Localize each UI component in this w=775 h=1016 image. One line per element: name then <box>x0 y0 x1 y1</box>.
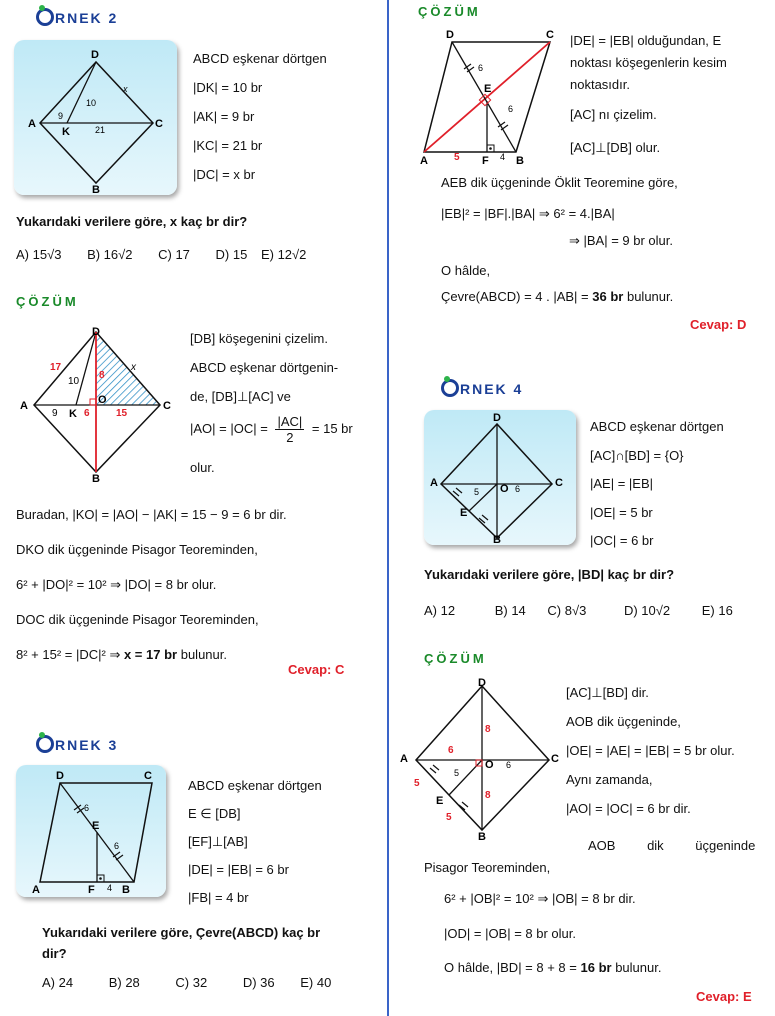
solution-4-text-right <box>566 678 735 823</box>
fig-label-ao: 6 <box>448 745 454 756</box>
fig-label-F: F <box>88 884 95 896</box>
fig-label-eb: 5 <box>446 812 452 823</box>
fraction: $\frac{|AC|}{2}$ <box>277 414 303 445</box>
fig-label-x: x <box>123 84 128 94</box>
solution-3-figure <box>416 26 566 166</box>
fig-label-C: C <box>546 29 554 41</box>
solution-line: AOB dik üçgeninde, <box>566 714 681 729</box>
fig-label-C: C <box>155 118 163 130</box>
solution-line: O hâlde, <box>441 263 491 278</box>
fig-label-oe: 5 <box>474 487 480 497</box>
option-e[interactable]: E) 16 <box>701 603 733 618</box>
solution-2-text-right <box>190 324 338 411</box>
fig-label-oc: 6 <box>515 484 521 494</box>
option-c[interactable]: C) 32 <box>175 975 208 990</box>
example-2-header: RNEK 2 <box>36 8 118 26</box>
answer-label: Cevap: D <box>690 317 747 332</box>
fig-label-fb: 4 <box>500 152 506 162</box>
solution-line: Buradan, |KO| = |AO| − |AK| = 15 − 9 = 6 br dir. <box>16 507 287 522</box>
o-logo-icon <box>36 8 54 26</box>
fig-label-B: B <box>478 831 486 841</box>
o-logo-icon <box>36 735 54 753</box>
solution-line: 8² + 15² = |DC|² ⇒ <box>16 647 121 662</box>
solution-3-header: ÇÖZÜM <box>418 4 481 19</box>
solution-line: |OD| = |OB| = 8 br olur. <box>444 926 577 941</box>
example-3-question: Yukarıdaki verilere göre, Çevre(ABCD) kaç br dir? <box>42 925 321 961</box>
o-logo-icon <box>441 379 459 397</box>
fig-label-8: 8 <box>99 370 105 381</box>
fig-label-oc: 6 <box>506 760 512 770</box>
fig-label-9: 9 <box>52 408 58 419</box>
fig-label-15: 15 <box>116 408 128 419</box>
solution-2-fraction-line: |AO| = |OC| = $\frac{|AC|}{2}$ = 15 br <box>190 414 353 445</box>
solution-line: |AO| = |OC| = <box>190 420 268 436</box>
fig-label-af: 5 <box>454 152 460 163</box>
given-line: |OE| = 5 br <box>590 504 653 520</box>
fig-label-O: O <box>500 483 509 495</box>
fig-label-eb: 6 <box>508 104 514 114</box>
example-4-figure <box>424 410 576 545</box>
fig-label-C: C <box>144 770 152 782</box>
fig-label-B: B <box>92 184 100 195</box>
fig-label-A: A <box>20 400 28 412</box>
given-line: |DK| = 10 br <box>193 80 263 95</box>
example-3-header: RNEK 3 <box>36 735 118 753</box>
fig-label-ae: 5 <box>414 778 420 789</box>
fig-label-D: D <box>446 29 454 41</box>
fig-label-O: O <box>98 394 107 406</box>
solution-line: Pisagor Teoreminden, <box>424 860 551 875</box>
option-a[interactable]: A) 24 <box>42 975 74 990</box>
fig-label-do: 8 <box>485 724 491 735</box>
solution-line: [AC]⊥[BD] dir. <box>566 685 649 700</box>
fig-label-F: F <box>482 155 489 166</box>
solution-line: ABCD eşkenar dörtgenin- <box>190 360 339 375</box>
given-line: |DE| = |EB| = 6 br <box>188 862 289 877</box>
solution-line: noktası köşegenlerin kesim <box>570 55 727 70</box>
solution-line: ⇒ |BA| = 9 br olur. <box>569 233 673 248</box>
solution-3-final: Çevre(ABCD) = 4 . |AB| = 36 br bulunur. <box>441 289 674 304</box>
solution-line: |DE| = |EB| olduğundan, E <box>570 33 722 48</box>
given-line: ABCD eşkenar dörtgen <box>193 51 327 66</box>
option-b[interactable]: B) 28 <box>108 975 140 990</box>
solution-line: O hâlde, |BD| = 8 + 8 = <box>444 960 577 975</box>
example-2-given <box>193 44 327 189</box>
solution-line: [AC]⊥[DB] olur. <box>570 140 661 155</box>
option-d[interactable]: D) 10√2 <box>623 603 671 618</box>
given-line: |OC| = 6 br <box>590 533 654 548</box>
solution-line: noktasıdır. <box>570 77 630 92</box>
option-e[interactable]: E) 12√2 <box>260 247 307 262</box>
final-result: 16 br <box>580 960 612 975</box>
fig-label-dk: 10 <box>86 98 97 108</box>
solution-2-header: ÇÖZÜM <box>16 294 79 309</box>
example-4-given <box>590 413 724 556</box>
example-4-header: RNEK 4 <box>441 379 523 397</box>
fig-label-K: K <box>69 408 77 420</box>
given-line: ABCD eşkenar dörtgen <box>590 419 724 434</box>
given-line: ABCD eşkenar dörtgen <box>188 778 322 793</box>
fig-label-D: D <box>493 412 501 424</box>
fig-label-C: C <box>551 753 559 765</box>
option-d[interactable]: D) 36 <box>242 975 275 990</box>
fig-label-A: A <box>400 753 408 765</box>
example-3-given <box>188 772 322 912</box>
answer-label: Cevap: E <box>696 989 752 1004</box>
fig-label-A: A <box>430 477 438 489</box>
example-2-figure <box>14 40 177 195</box>
fig-label-A: A <box>420 155 428 166</box>
solution-line: 6² + |OB|² = 10² ⇒ |OB| = 8 br dir. <box>444 891 636 906</box>
fig-label-D: D <box>92 326 100 338</box>
fig-label-kc: 21 <box>95 125 106 135</box>
solution-4-final: O hâlde, |BD| = 8 + 8 = 16 br bulunur. <box>444 960 662 975</box>
option-b[interactable]: B) 14 <box>494 603 526 618</box>
example-2-question: Yukarıdaki verilere göre, x kaç br dir? <box>16 214 248 229</box>
fig-label-oe: 5 <box>454 768 460 778</box>
fig-label-B: B <box>122 884 130 896</box>
option-a[interactable]: A) 15√3 <box>16 247 62 262</box>
fig-label-de: 6 <box>84 803 90 813</box>
fig-label-ob: 8 <box>485 790 491 801</box>
solution-line: AEB dik üçgeninde Öklit Teoremine göre, <box>441 175 678 190</box>
fig-label-17: 17 <box>50 362 62 373</box>
solution-4-header: ÇÖZÜM <box>424 651 487 666</box>
solution-line: Aynı zamanda, <box>566 772 653 787</box>
solution-line: AOB dik üçgeninde <box>588 838 756 853</box>
fig-label-O: O <box>485 759 494 771</box>
fig-label-A: A <box>28 118 36 130</box>
solution-line: [DB] köşegenini çizelim. <box>190 331 328 346</box>
fig-label-fb: 4 <box>107 883 113 893</box>
solution-line: 6² + |DO|² = 10² ⇒ |DO| = 8 br olur. <box>16 577 217 592</box>
example-2-options <box>16 247 306 262</box>
solution-line: |OE| = |AE| = |EB| = 5 br olur. <box>566 743 735 758</box>
option-a[interactable]: A) 12 <box>424 603 456 618</box>
solution-line: Çevre(ABCD) = 4 . |AB| = <box>441 289 589 304</box>
given-line: |FB| = 4 br <box>188 890 249 905</box>
fig-label-eb: 6 <box>114 841 120 851</box>
final-result: 36 br <box>592 289 624 304</box>
given-line: E ∈ [DB] <box>188 806 241 821</box>
solution-3-text-right <box>570 30 727 96</box>
given-line: [EF]⊥[AB] <box>188 834 248 849</box>
fig-label-K: K <box>62 126 70 138</box>
fig-label-B: B <box>493 534 501 545</box>
given-line: |KC| = 21 br <box>193 138 263 153</box>
solution-2-figure <box>16 322 176 482</box>
example-4-question: Yukarıdaki verilere göre, |BD| kaç br dir? <box>424 567 675 582</box>
solution-line: |EB|² = |BF|.|BA| ⇒ 6² = 4.|BA| <box>441 206 615 221</box>
solution-line: olur. <box>190 460 215 475</box>
example-3-figure <box>16 765 166 897</box>
fig-label-10: 10 <box>68 376 80 387</box>
solution-2-body: Buradan, |KO| = |AO| − |AK| = 15 − 9 = 6 br dir. DKO dik üçgeninde Pisagor Teoreminden, 6² + |DO|² = 10² ⇒ |DO| = 8 br olur. DOC dik üçgeninde Pisagor Teoreminden, 8² + 15² = |DC|² ⇒ x = 17 br bulunur. <box>16 497 287 672</box>
given-line: |AE| = |EB| <box>590 476 654 491</box>
solution-line: DKO dik üçgeninde Pisagor Teoreminden, <box>16 542 258 557</box>
column-divider <box>387 0 389 1016</box>
fig-label-E: E <box>92 820 100 832</box>
fig-label-ak: 9 <box>58 111 64 121</box>
given-line: [AC]∩[BD] = {O} <box>590 447 684 463</box>
example-3-options <box>42 975 331 990</box>
option-b[interactable]: B) 16√2 <box>87 247 133 262</box>
fig-label-de: 6 <box>478 63 484 73</box>
fig-label-E: E <box>436 795 444 807</box>
fig-label-C: C <box>163 400 171 412</box>
answer-label: Cevap: C <box>288 662 345 677</box>
solution-line: |AO| = |OC| = 6 br dir. <box>566 801 691 816</box>
fig-label-D: D <box>478 677 486 689</box>
fig-label-x: x <box>131 362 136 373</box>
fig-label-A: A <box>32 884 40 896</box>
option-c[interactable]: C) 8√3 <box>547 603 587 618</box>
solution-4-figure <box>396 676 566 841</box>
final-result: x = 17 br <box>123 647 178 662</box>
fig-label-B: B <box>516 155 524 166</box>
fig-label-B: B <box>92 473 100 482</box>
fig-label-6: 6 <box>84 408 90 419</box>
given-line: |DC| = x br <box>193 167 256 182</box>
fig-label-D: D <box>56 770 64 782</box>
example-4-options <box>424 603 733 618</box>
option-e[interactable]: E) 40 <box>300 975 332 990</box>
fig-label-C: C <box>555 477 563 489</box>
option-d[interactable]: D) 15 <box>215 247 248 262</box>
solution-line: [AC] nı çizelim. <box>570 107 657 122</box>
solution-line: DOC dik üçgeninde Pisagor Teoreminden, <box>16 612 259 627</box>
fig-label-E: E <box>460 507 468 519</box>
option-c[interactable]: C) 17 <box>158 247 190 262</box>
given-line: |AK| = 9 br <box>193 109 255 124</box>
fig-label-E: E <box>484 83 492 95</box>
fig-label-D: D <box>91 49 99 61</box>
solution-line: de, [DB]⊥[AC] ve <box>190 389 291 404</box>
